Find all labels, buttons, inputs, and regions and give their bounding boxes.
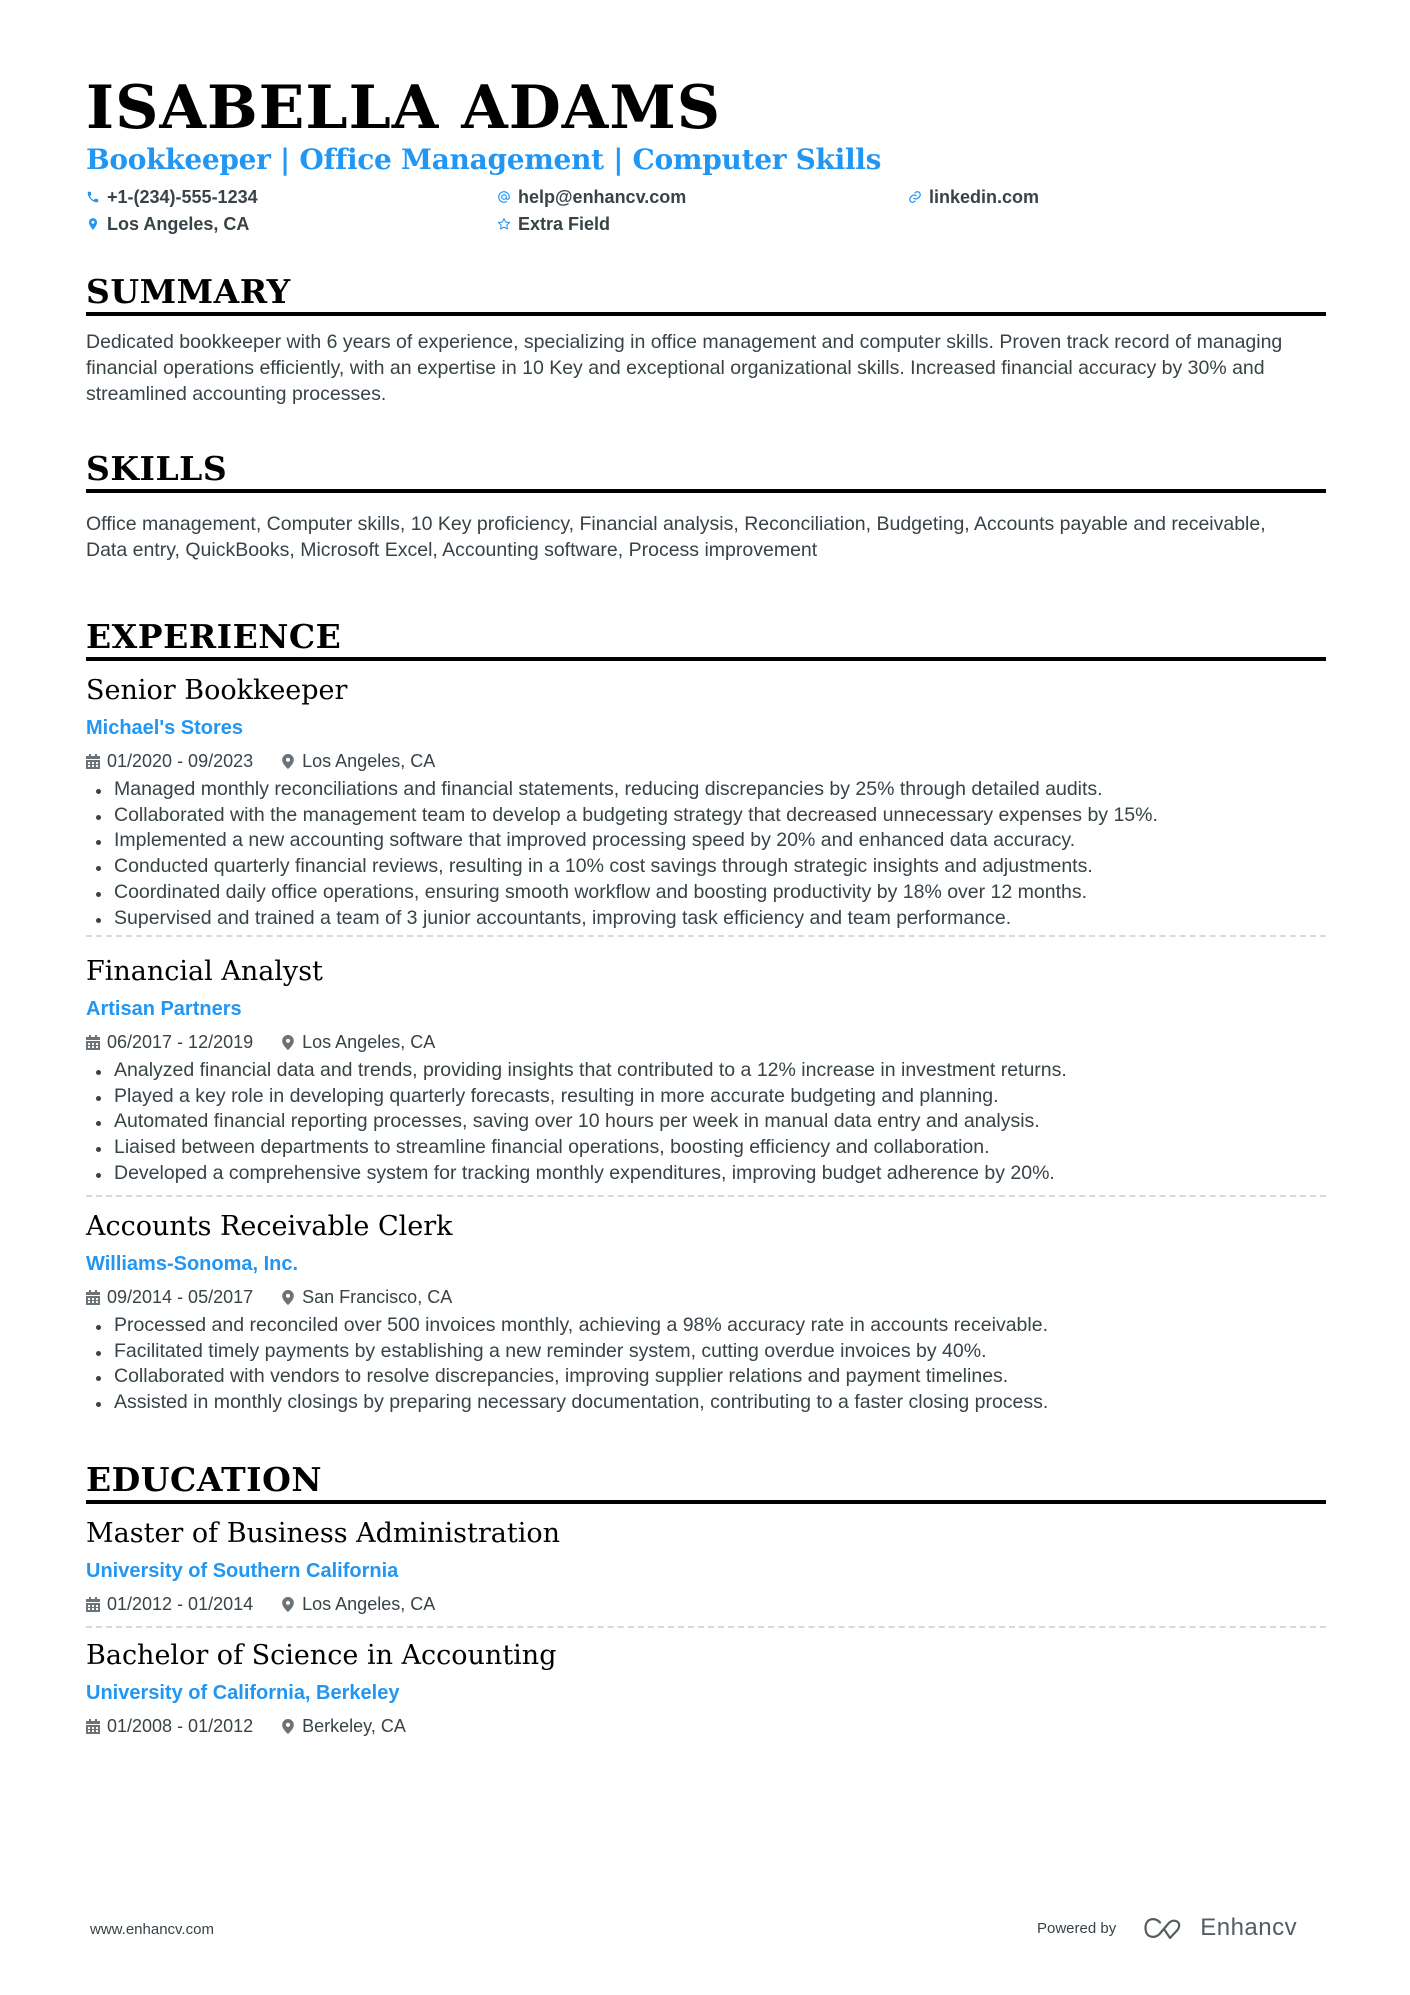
degree-title: Master of Business Administration (86, 1518, 561, 1549)
skills-heading: SKILLS (86, 449, 228, 488)
skills-section-header (86, 449, 1326, 488)
job-meta (86, 1033, 463, 1051)
email-value: help@enhancv.com (518, 187, 687, 207)
section-divider (86, 489, 1326, 493)
candidate-title: Bookkeeper | Office Management | Computer Skills (86, 143, 882, 176)
achievement-item: Facilitated timely payments by establishing a new reminder system, cutting overdue invoices by 40%. (86, 1339, 1326, 1365)
calendar-icon (86, 1597, 100, 1612)
section-divider (86, 657, 1326, 661)
education-meta (86, 1717, 434, 1735)
experience-section-header (86, 617, 1326, 656)
job-achievements (86, 1313, 1326, 1416)
company-name: Michael's Stores (86, 717, 244, 739)
entry-divider (86, 935, 1326, 937)
achievement-item: Collaborated with the management team to develop a budgeting strategy that decreased unnecessary expenses by 15%. (86, 803, 1326, 829)
calendar-icon (86, 1290, 100, 1305)
job-meta (86, 752, 463, 770)
location-value: Los Angeles, CA (107, 214, 250, 234)
education-heading: EDUCATION (86, 1460, 323, 1499)
location-icon (281, 1597, 295, 1612)
skills-text: Office management, Computer skills, 10 Key proficiency, Financial analysis, Reconciliation, Budgeting, Accounts payable and receivable, Data entry, QuickBooks, Microsoft Excel, Accounting software, Process improvement (86, 513, 1266, 561)
achievement-item: Conducted quarterly financial reviews, resulting in a 10% cost savings through strategic insights and adjustments. (86, 854, 1326, 880)
achievement-item: Supervised and trained a team of 3 junior accountants, improving task efficiency and team performance. (86, 906, 1326, 932)
education-meta (86, 1595, 463, 1613)
extra-field-value: Extra Field (518, 214, 611, 234)
star-icon (497, 217, 511, 231)
summary-heading: SUMMARY (86, 272, 291, 311)
location-icon (281, 1290, 295, 1305)
enhancv-logo-icon (1142, 1916, 1188, 1940)
contact-location (86, 215, 249, 233)
calendar-icon (86, 754, 100, 769)
school-name: University of California, Berkeley (86, 1682, 400, 1704)
location-icon (86, 217, 100, 231)
company-name: Artisan Partners (86, 998, 242, 1020)
achievement-item: Coordinated daily office operations, ensuring smooth workflow and boosting productivity by 18% over 12 months. (86, 880, 1326, 906)
footer-website-link[interactable]: www.enhancv.com (90, 1921, 214, 1938)
summary-text: Dedicated bookkeeper with 6 years of experience, specializing in office management and computer skills. Proven track record of managing financial operations efficiently, with an expertise in 10 Key and exceptional organizational skills. Increased financial accuracy by 30% and streamlined accounting processes. (86, 331, 1283, 405)
brand-name: Enhancv (1200, 1914, 1298, 1941)
job-location: Los Angeles, CA (281, 752, 435, 770)
contact-email[interactable] (497, 188, 686, 206)
contact-linkedin[interactable] (908, 188, 1039, 206)
achievement-item: Liaised between departments to streamline financial operations, boosting efficiency and collaboration. (86, 1135, 1326, 1161)
achievement-item: Developed a comprehensive system for tracking monthly expenditures, improving budget adherence by 20%. (86, 1161, 1326, 1187)
location-icon (281, 1035, 295, 1050)
footer-branding (1037, 1914, 1297, 1942)
education-location: Berkeley, CA (281, 1717, 406, 1735)
achievement-item: Assisted in monthly closings by preparing necessary documentation, contributing to a faster closing process. (86, 1390, 1326, 1416)
job-dates: 09/2014 - 05/2017 (86, 1288, 253, 1306)
education-section-header (86, 1460, 1326, 1499)
job-title: Financial Analyst (86, 956, 323, 987)
education-dates: 01/2008 - 01/2012 (86, 1717, 253, 1735)
job-meta (86, 1288, 480, 1306)
job-location: San Francisco, CA (281, 1288, 452, 1306)
enhancv-logo[interactable] (1142, 1914, 1297, 1942)
achievement-item: Analyzed financial data and trends, providing insights that contributed to a 12% increase in investment returns. (86, 1058, 1326, 1084)
job-dates: 01/2020 - 09/2023 (86, 752, 253, 770)
achievement-item: Implemented a new accounting software that improved processing speed by 20% and enhanced data accuracy. (86, 828, 1326, 854)
job-location: Los Angeles, CA (281, 1033, 435, 1051)
education-dates: 01/2012 - 01/2014 (86, 1595, 253, 1613)
contact-phone (86, 188, 258, 206)
achievement-item: Collaborated with vendors to resolve discrepancies, improving supplier relations and payment timelines. (86, 1364, 1326, 1390)
degree-title: Bachelor of Science in Accounting (86, 1640, 557, 1671)
linkedin-value: linkedin.com (929, 187, 1040, 207)
company-name: Williams-Sonoma, Inc. (86, 1253, 299, 1275)
phone-icon (86, 190, 100, 204)
calendar-icon (86, 1035, 100, 1050)
link-icon (908, 190, 922, 204)
job-title: Accounts Receivable Clerk (86, 1211, 453, 1242)
experience-heading: EXPERIENCE (86, 617, 342, 656)
summary-section-header (86, 272, 1326, 311)
section-divider (86, 1500, 1326, 1504)
at-icon (497, 190, 511, 204)
school-name: University of Southern California (86, 1560, 399, 1582)
candidate-name: ISABELLA ADAMS (86, 73, 722, 143)
achievement-item: Processed and reconciled over 500 invoices monthly, achieving a 98% accuracy rate in accounts receivable. (86, 1313, 1326, 1339)
phone-value: +1-(234)-555-1234 (107, 187, 258, 207)
entry-divider (86, 1626, 1326, 1628)
job-title: Senior Bookkeeper (86, 675, 348, 706)
job-achievements (86, 1058, 1326, 1187)
achievement-item: Automated financial reporting processes, saving over 10 hours per week in manual data entry and analysis. (86, 1109, 1326, 1135)
entry-divider (86, 1195, 1326, 1197)
location-icon (281, 754, 295, 769)
job-dates: 06/2017 - 12/2019 (86, 1033, 253, 1051)
achievement-item: Played a key role in developing quarterly forecasts, resulting in more accurate budgeting and planning. (86, 1084, 1326, 1110)
powered-by-label: Powered by (1037, 1919, 1117, 1937)
education-location: Los Angeles, CA (281, 1595, 435, 1613)
location-icon (281, 1719, 295, 1734)
achievement-item: Managed monthly reconciliations and financial statements, reducing discrepancies by 25% through detailed audits. (86, 777, 1326, 803)
contact-extra-field (497, 215, 610, 233)
calendar-icon (86, 1719, 100, 1734)
section-divider (86, 312, 1326, 316)
job-achievements (86, 777, 1326, 931)
